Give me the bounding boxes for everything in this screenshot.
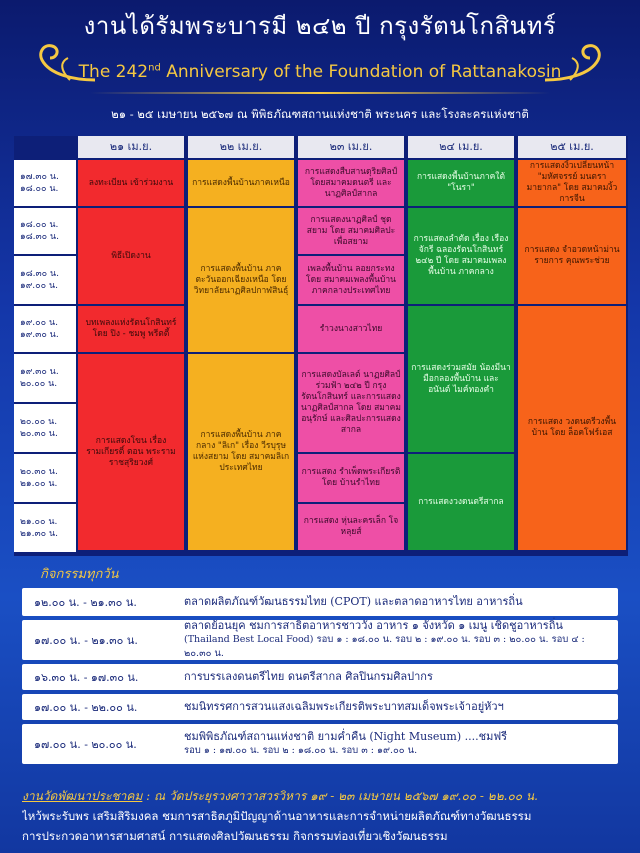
event-cell: ลงทะเบียน เข้าร่วมงาน bbox=[78, 160, 184, 206]
event-cell: การแสดงวงดนตรีสากล bbox=[408, 454, 514, 550]
event-cell: การแสดง หุ่นละครเล็ก โจหลุยส์ bbox=[298, 504, 404, 550]
daily-activity-row: ๑๖.๓๐ น. - ๑๗.๓๐ น. การบรรเลงดนตรีไทย ดนตรีสากล ศิลปินกรมศิลปากร bbox=[22, 664, 618, 690]
time-slot: ๑๗.๓๐ น. ๑๘.๐๐ น. bbox=[14, 160, 76, 206]
event-cell: การแสดงนาฏศิลป์ ชุด สยาม โดย สมาคมศิลปะเพื่อสยาม bbox=[298, 208, 404, 254]
event-cell: การแสดงพื้นบ้านภาคใต้ "โนรา" bbox=[408, 160, 514, 206]
event-cell: การแสดงร่วมสมัย น้องมีนา มือกลองพื้นบ้าน และ อนันต์ ไมค์ทองคำ bbox=[408, 306, 514, 452]
event-cell: การแสดง วงดนตรีวงพื้นบ้าน โดย ล็อคโฟร์เอส bbox=[518, 306, 626, 550]
divider bbox=[90, 92, 550, 94]
event-cell: การแสดง รำเพ็ดพระเกียรติ โดย บ้านรำไทย bbox=[298, 454, 404, 502]
event-cell: การแสดงสืบสานดุริยศิลป์ โดยสมาคมดนตรี และนาฏศิลป์สากล bbox=[298, 160, 404, 206]
thai-title: งานได้รัมพระบารมี ๒๔๒ ปี กรุงรัตนโกสินทร์ bbox=[83, 12, 557, 40]
temple-fair-line: การประกวดอาหารสามศาสน์ การแสดงศิลปวัฒนธรรม กิจกรรมท่องเที่ยวเชิงวัฒนธรรม bbox=[22, 829, 448, 843]
temple-fair-line: ไหว้พระรับพร เสริมสิริมงคล ชมการสาธิตภูมิปัญญาด้านอาหารและการจำหน่ายผลิตภัณฑ์ทางวัฒนธรรม bbox=[22, 809, 532, 823]
event-cell: การแสดงงิ้วเปลี่ยนหน้า "มหัศจรรย์ มนตรา มายากล" โดย สมาคมงิ้วการจีน bbox=[518, 160, 626, 206]
event-cell: การแสดงลำตัด เรื่อง เรืองจักรี ฉลองรัตนโกสินทร์ ๒๔๒ ปี โดย สมาคมเพลงพื้นบ้าน ภาคกลาง bbox=[408, 208, 514, 304]
english-title: The 242nd Anniversary of the Foundation of Rattanakosin bbox=[78, 62, 562, 82]
time-slot: ๑๙.๓๐ น. ๒๐.๐๐ น. bbox=[14, 354, 76, 402]
day-header: ๒๔ เม.ย. bbox=[408, 136, 514, 158]
time-slot: ๒๑.๐๐ น. ๒๑.๓๐ น. bbox=[14, 504, 76, 552]
event-cell: การแสดงบัลเลต์ นาฏยศิลป์ร่วมฟ้า ๒๔๒ ปี กรุงรัตนโกสินทร์ และการแสดงนาฏศิลป์สากล โดย สมาคมอนุรักษ์ และศิลปะการแสดงสากล bbox=[298, 354, 404, 452]
day-header: ๒๑ เม.ย. bbox=[78, 136, 184, 158]
event-dates-venue: ๒๑ - ๒๕ เมษายน ๒๕๖๗ ณ พิพิธภัณฑสถานแห่งชาติ พระนคร และโรงละครแห่งชาติ bbox=[111, 107, 529, 121]
header bbox=[0, 0, 640, 145]
time-slot: ๑๘.๐๐ น. ๑๘.๓๐ น. bbox=[14, 208, 76, 254]
event-cell: การแสดงโขน เรื่อง รามเกียรติ์ ตอน พระรามราชสุริยวงศ์ bbox=[78, 354, 184, 550]
event-cell: การแสดงพื้นบ้าน ภาคตะวันออกเฉียงเหนือ โดย วิทยาลัยนาฏศิลปกาฬสินธุ์ bbox=[188, 208, 294, 352]
time-slot: ๑๘.๓๐ น. ๑๙.๐๐ น. bbox=[14, 256, 76, 304]
temple-fair-title: งานวัดพัฒนาประชาคม : ณ วัดประยุรวงศาวาสวรวิหาร ๑๙ - ๒๓ เมษายน ๒๕๖๗ ๑๙.๐๐ - ๒๒.๐๐ น. bbox=[22, 789, 538, 803]
daily-activity-row: ๑๗.๐๐ น. - ๒๐.๐๐ น. ชมพิพิธภัณฑ์สถานแห่งชาติ ยามค่ำคืน (Night Museum) ....ชมฟรี รอบ ๑ : ๑๗.๐๐ น. รอบ ๒ : ๑๘.๐๐ น. รอบ ๓ : ๑๙.๐๐ น. bbox=[22, 724, 618, 764]
daily-activity-row: ๑๒.๐๐ น. - ๒๑.๓๐ น. ตลาดผลิตภัณฑ์วัฒนธรรมไทย (CPOT) และตลาดอาหารไทย อาหารถิ่น bbox=[22, 588, 618, 616]
time-slot: ๒๐.๐๐ น. ๒๐.๓๐ น. bbox=[14, 404, 76, 452]
event-cell: การแสดงพื้นบ้านภาคเหนือ bbox=[188, 160, 294, 206]
event-cell: เพลงพื้นบ้าน ลอยกระทง โดย สมาคมเพลงพื้นบ้าน ภาคกลางประเทศไทย bbox=[298, 256, 404, 304]
daily-activity-row: ๑๗.๐๐ น. - ๒๒.๐๐ น. ชมนิทรรศการสวนแสงเฉลิมพระเกียรติพระบาทสมเด็จพระเจ้าอยู่หัวฯ bbox=[22, 694, 618, 720]
daily-activities-title: กิจกรรมทุกวัน bbox=[40, 567, 119, 582]
event-cell: พิธีเปิดงาน bbox=[78, 208, 184, 304]
time-slot: ๑๙.๐๐ น. ๑๙.๓๐ น. bbox=[14, 306, 76, 352]
event-cell: การแสดง จำอวดหน้าม่าน รายการ คุณพระช่วย bbox=[518, 208, 626, 304]
event-cell: บทเพลงแห่งรัตนโกสินทร์ โดย ปิง - ชมพู พรีตตี้ bbox=[78, 306, 184, 352]
day-header: ๒๒ เม.ย. bbox=[188, 136, 294, 158]
time-slot: ๒๐.๓๐ น. ๒๑.๐๐ น. bbox=[14, 454, 76, 502]
day-header: ๒๓ เม.ย. bbox=[298, 136, 404, 158]
event-cell: การแสดงพื้นบ้าน ภาคกลาง "ลิเก" เรื่อง วีรบุรุษแห่งสยาม โดย สมาคมลิเกประเทศไทย bbox=[188, 354, 294, 550]
daily-activity-row: ๑๗.๐๐ น. - ๒๑.๓๐ น. ตลาดย้อนยุค ชมการสาธิตอาหารชาววัง อาหาร ๑ จังหวัด ๑ เมนู เชิดชูอาหารถิ่น (Thailand Best Local Food) รอบ ๑ : ๑๘.๐๐ น. รอบ ๒ : ๑๙.๐๐ น. รอบ ๓ : ๒๐.๐๐ น. รอบ ๔ : ๒๐.๓๐ น. bbox=[22, 620, 618, 660]
event-cell: รำวงนางสาวไทย bbox=[298, 306, 404, 352]
day-header: ๒๕ เม.ย. bbox=[518, 136, 626, 158]
schedule-table bbox=[14, 136, 628, 556]
